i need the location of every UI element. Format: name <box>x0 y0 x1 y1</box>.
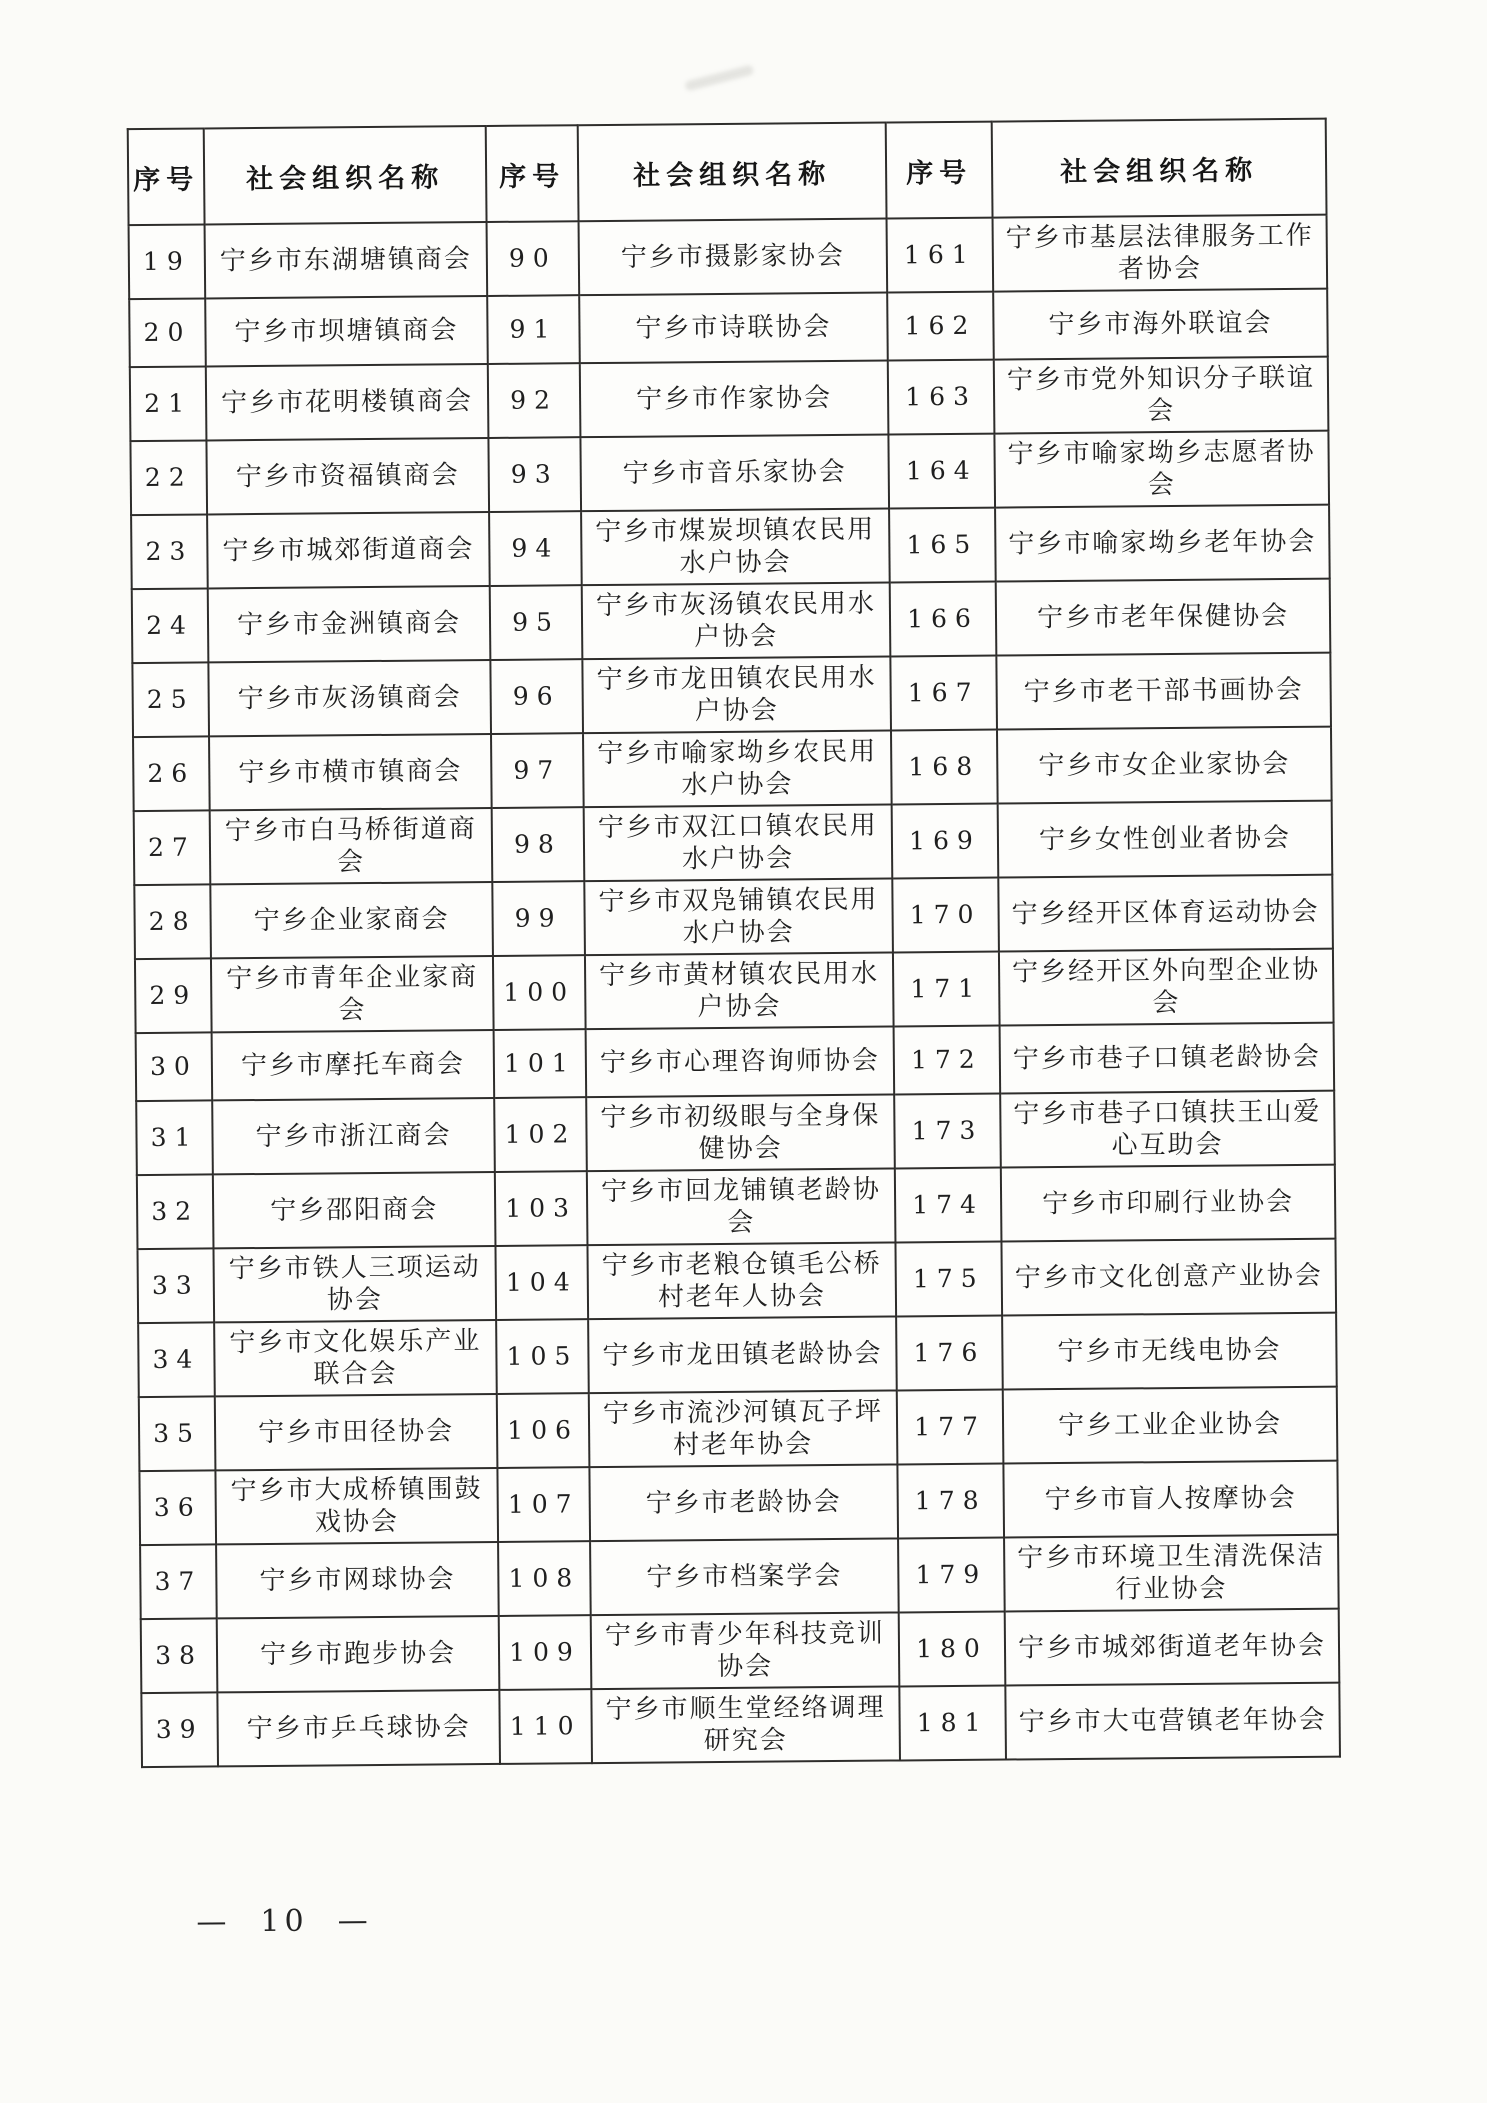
organization-name-cell: 宁乡市摄影家协会 <box>579 219 888 296</box>
organization-name-cell: 宁乡经开区体育运动协会 <box>998 875 1333 952</box>
table-row <box>132 579 1331 663</box>
column-header-org-name: 社会组织名称 <box>992 119 1327 218</box>
organization-name-cell: 宁乡市诗联协会 <box>579 293 888 364</box>
serial-number-cell: 97 <box>491 733 584 808</box>
serial-number-cell: 37 <box>140 1544 217 1619</box>
organization-name-cell: 宁乡市作家协会 <box>580 361 889 438</box>
table-body <box>129 215 1340 1767</box>
organization-name-cell: 宁乡市龙田镇农民用水户协会 <box>582 656 891 733</box>
serial-number-cell: 175 <box>895 1242 1002 1317</box>
serial-number-cell: 31 <box>136 1100 213 1175</box>
table-row <box>133 727 1332 811</box>
organization-name-cell: 宁乡经开区外向型企业协会 <box>999 949 1334 1026</box>
organization-name-cell: 宁乡市东湖塘镇商会 <box>205 222 488 298</box>
organization-name-cell: 宁乡市喻家坳乡农民用水户协会 <box>583 730 892 807</box>
serial-number-cell: 38 <box>141 1618 218 1693</box>
organization-name-cell: 宁乡市盲人按摩协会 <box>1003 1461 1338 1538</box>
organization-name-cell: 宁乡市老龄协会 <box>589 1464 898 1541</box>
serial-number-cell: 107 <box>497 1467 590 1542</box>
social-organizations-table <box>127 118 1341 1768</box>
organization-name-cell: 宁乡市青少年科技竞训协会 <box>591 1612 900 1689</box>
table-row <box>130 357 1329 441</box>
serial-number-cell: 19 <box>129 224 206 299</box>
organization-name-cell: 宁乡市网球协会 <box>216 1542 499 1618</box>
serial-number-cell: 171 <box>893 952 1000 1027</box>
serial-number-cell: 168 <box>891 730 998 805</box>
organization-name-cell: 宁乡企业家商会 <box>210 882 493 958</box>
serial-number-cell: 91 <box>487 295 580 364</box>
organization-name-cell: 宁乡市乒乓球协会 <box>217 1690 500 1766</box>
serial-number-cell: 29 <box>135 958 212 1033</box>
serial-number-cell: 100 <box>493 955 586 1030</box>
organization-name-cell: 宁乡市顺生堂经络调理研究会 <box>591 1686 900 1763</box>
serial-number-cell: 161 <box>887 218 994 293</box>
organization-name-cell: 宁乡市文化娱乐产业联合会 <box>214 1320 497 1396</box>
table-row <box>130 431 1329 515</box>
serial-number-cell: 23 <box>131 514 208 589</box>
organization-name-cell: 宁乡市横市镇商会 <box>209 734 492 810</box>
column-header-serial: 序号 <box>886 122 993 219</box>
serial-number-cell: 163 <box>888 360 995 435</box>
organization-name-cell: 宁乡市金洲镇商会 <box>208 586 491 662</box>
serial-number-cell: 181 <box>899 1686 1006 1761</box>
table-row <box>134 801 1333 885</box>
table-row <box>131 505 1330 589</box>
serial-number-cell: 34 <box>138 1322 215 1397</box>
organization-name-cell: 宁乡市基层法律服务工作者协会 <box>993 215 1328 292</box>
serial-number-cell: 164 <box>888 434 995 509</box>
serial-number-cell: 173 <box>894 1094 1001 1169</box>
table-row <box>136 1091 1335 1175</box>
organization-name-cell: 宁乡市巷子口镇老龄协会 <box>1000 1023 1335 1094</box>
serial-number-cell: 103 <box>495 1171 588 1246</box>
serial-number-cell: 162 <box>887 292 994 361</box>
table-row <box>129 215 1328 299</box>
table-row <box>141 1683 1340 1767</box>
organization-name-cell: 宁乡市无线电协会 <box>1002 1313 1337 1390</box>
serial-number-cell: 174 <box>895 1168 1002 1243</box>
serial-number-cell: 178 <box>897 1464 1004 1539</box>
serial-number-cell: 106 <box>497 1393 590 1468</box>
organization-name-cell: 宁乡市大屯营镇老年协会 <box>1005 1683 1340 1760</box>
column-header-serial: 序号 <box>486 125 579 222</box>
scan-smudge-artifact <box>684 64 754 91</box>
organization-name-cell: 宁乡市音乐家协会 <box>580 435 889 512</box>
organization-name-cell: 宁乡市灰汤镇农民用水户协会 <box>582 582 891 659</box>
table-row <box>138 1313 1337 1397</box>
organization-name-cell: 宁乡市喻家坳乡老年协会 <box>995 505 1330 582</box>
serial-number-cell: 39 <box>141 1692 218 1767</box>
organization-name-cell: 宁乡市花明楼镇商会 <box>206 364 489 440</box>
organization-name-cell: 宁乡邵阳商会 <box>213 1172 496 1248</box>
organization-name-cell: 宁乡市老干部书画协会 <box>996 653 1331 730</box>
serial-number-cell: 30 <box>136 1032 213 1101</box>
organization-name-cell: 宁乡市老粮仓镇毛公桥村老年人协会 <box>587 1242 896 1319</box>
serial-number-cell: 104 <box>495 1245 588 1320</box>
organization-name-cell: 宁乡市初级眼与全身保健协会 <box>586 1094 895 1171</box>
organization-name-cell: 宁乡市城郊街道老年协会 <box>1005 1609 1340 1686</box>
organization-name-cell: 宁乡市龙田镇老龄协会 <box>588 1316 897 1393</box>
organization-name-cell: 宁乡市双江口镇农民用水户协会 <box>584 804 893 881</box>
organization-name-cell: 宁乡市煤炭坝镇农民用水户协会 <box>581 508 890 585</box>
serial-number-cell: 105 <box>496 1319 589 1394</box>
table-row <box>140 1535 1339 1619</box>
organization-name-cell: 宁乡市田径协会 <box>215 1394 498 1470</box>
serial-number-cell: 93 <box>488 437 581 512</box>
organization-name-cell: 宁乡市回龙铺镇老龄协会 <box>587 1168 896 1245</box>
serial-number-cell: 172 <box>894 1026 1001 1095</box>
serial-number-cell: 36 <box>139 1470 216 1545</box>
serial-number-cell: 165 <box>889 508 996 583</box>
organization-name-cell: 宁乡市双凫铺镇农民用水户协会 <box>584 878 893 955</box>
table-row <box>135 949 1334 1033</box>
serial-number-cell: 99 <box>492 881 585 956</box>
table-row <box>141 1609 1340 1693</box>
serial-number-cell: 176 <box>896 1316 1003 1391</box>
organization-name-cell: 宁乡市喻家坳乡志愿者协会 <box>994 431 1329 508</box>
serial-number-cell: 21 <box>130 366 207 441</box>
column-header-serial: 序号 <box>128 128 205 225</box>
table-row <box>132 653 1331 737</box>
serial-number-cell: 32 <box>137 1174 214 1249</box>
table-row <box>129 289 1328 367</box>
serial-number-cell: 33 <box>137 1248 214 1323</box>
table-row <box>139 1387 1338 1471</box>
organization-name-cell: 宁乡市大成桥镇围鼓戏协会 <box>215 1468 498 1544</box>
organization-name-cell: 宁乡市党外知识分子联谊会 <box>994 357 1329 434</box>
organization-name-cell: 宁乡女性创业者协会 <box>998 801 1333 878</box>
serial-number-cell: 28 <box>134 884 211 959</box>
serial-number-cell: 26 <box>133 736 210 811</box>
serial-number-cell: 110 <box>499 1689 592 1764</box>
table-row <box>134 875 1333 959</box>
table-row <box>139 1461 1338 1545</box>
organization-name-cell: 宁乡工业企业协会 <box>1003 1387 1338 1464</box>
organization-name-cell: 宁乡市女企业家协会 <box>997 727 1332 804</box>
serial-number-cell: 98 <box>492 807 585 882</box>
organization-name-cell: 宁乡市海外联谊会 <box>993 289 1328 360</box>
table-row <box>137 1165 1336 1249</box>
organization-name-cell: 宁乡市环境卫生清洗保洁行业协会 <box>1004 1535 1339 1612</box>
table-header <box>128 119 1327 225</box>
page-number: — 10 — <box>196 1903 373 1940</box>
organization-name-cell: 宁乡市青年企业家商会 <box>211 956 494 1032</box>
serial-number-cell: 90 <box>487 221 580 296</box>
organization-name-cell: 宁乡市白马桥街道商会 <box>210 808 493 884</box>
serial-number-cell: 166 <box>890 582 997 657</box>
organization-name-cell: 宁乡市资福镇商会 <box>206 438 489 514</box>
serial-number-cell: 109 <box>499 1615 592 1690</box>
organization-name-cell: 宁乡市坝塘镇商会 <box>205 296 488 366</box>
serial-number-cell: 169 <box>892 804 999 879</box>
serial-number-cell: 94 <box>489 511 582 586</box>
serial-number-cell: 102 <box>494 1097 587 1172</box>
column-header-org-name: 社会组织名称 <box>578 123 887 222</box>
organization-name-cell: 宁乡市跑步协会 <box>217 1616 500 1692</box>
serial-number-cell: 27 <box>134 810 211 885</box>
serial-number-cell: 92 <box>488 363 581 438</box>
table-row <box>136 1023 1335 1101</box>
organization-name-cell: 宁乡市摩托车商会 <box>212 1030 495 1100</box>
organization-name-cell: 宁乡市铁人三项运动协会 <box>213 1246 496 1322</box>
serial-number-cell: 180 <box>899 1612 1006 1687</box>
organization-name-cell: 宁乡市流沙河镇瓦子坪村老年协会 <box>589 1390 898 1467</box>
serial-number-cell: 96 <box>490 659 583 734</box>
serial-number-cell: 25 <box>132 662 209 737</box>
organization-name-cell: 宁乡市城郊街道商会 <box>207 512 490 588</box>
organization-name-cell: 宁乡市浙江商会 <box>212 1098 495 1174</box>
table-row <box>137 1239 1336 1323</box>
organization-name-cell: 宁乡市印刷行业协会 <box>1001 1165 1336 1242</box>
serial-number-cell: 170 <box>892 878 999 953</box>
organization-name-cell: 宁乡市巷子口镇扶王山爱心互助会 <box>1000 1091 1335 1168</box>
column-header-org-name: 社会组织名称 <box>204 126 487 224</box>
organization-name-cell: 宁乡市文化创意产业协会 <box>1001 1239 1336 1316</box>
organization-name-cell: 宁乡市老年保健协会 <box>996 579 1331 656</box>
organization-name-cell: 宁乡市档案学会 <box>590 1538 899 1615</box>
serial-number-cell: 177 <box>897 1390 1004 1465</box>
organization-name-cell: 宁乡市黄材镇农民用水户协会 <box>585 952 894 1029</box>
serial-number-cell: 24 <box>132 588 209 663</box>
organization-name-cell: 宁乡市灰汤镇商会 <box>208 660 491 736</box>
serial-number-cell: 108 <box>498 1541 591 1616</box>
serial-number-cell: 35 <box>139 1396 216 1471</box>
serial-number-cell: 95 <box>490 585 583 660</box>
serial-number-cell: 179 <box>898 1538 1005 1613</box>
serial-number-cell: 101 <box>494 1029 587 1098</box>
table-header-row <box>128 119 1327 225</box>
serial-number-cell: 167 <box>890 656 997 731</box>
serial-number-cell: 20 <box>129 298 206 367</box>
organization-name-cell: 宁乡市心理咨询师协会 <box>586 1026 895 1097</box>
serial-number-cell: 22 <box>130 440 207 515</box>
